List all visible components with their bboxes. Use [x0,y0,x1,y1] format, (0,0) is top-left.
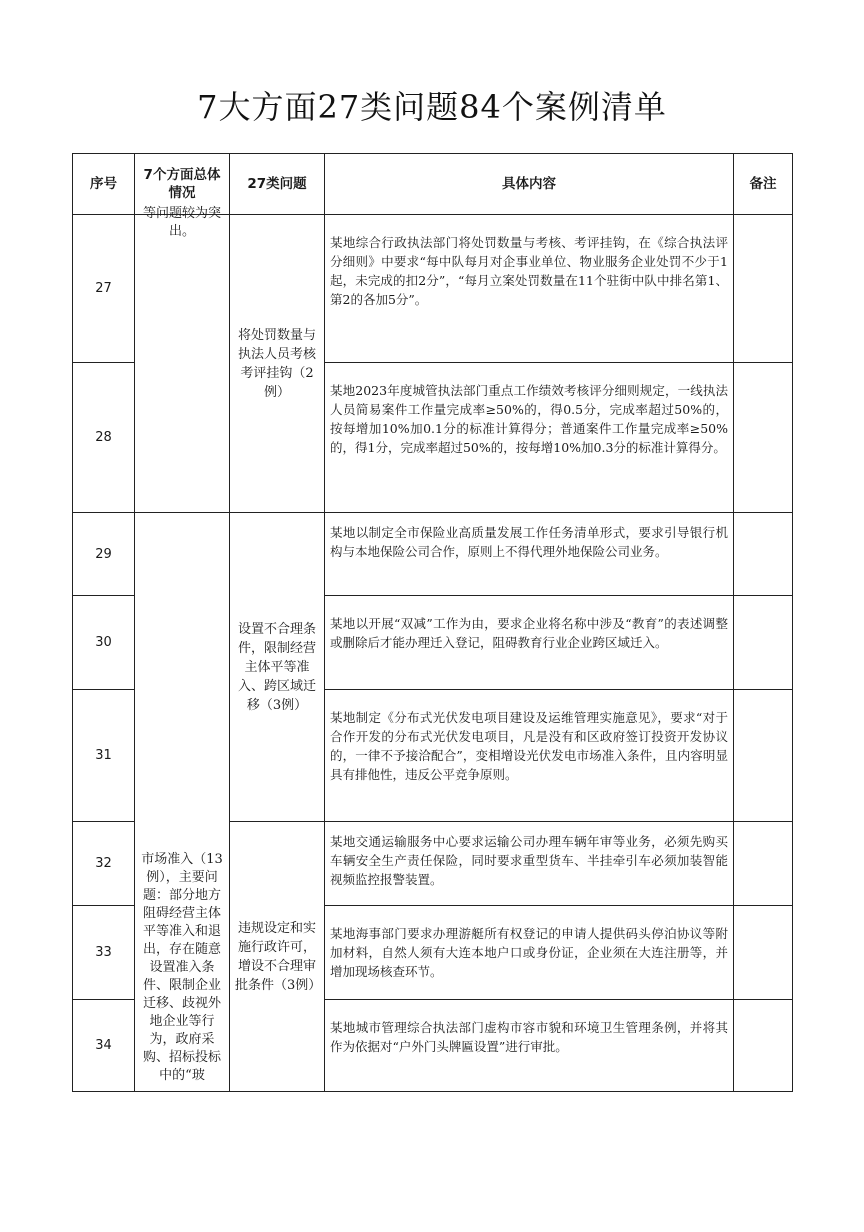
remark-cell [734,906,793,1000]
case-table [72,153,793,1092]
header-content: 具体内容 [325,154,734,215]
content-cell: 某地制定《分布式光伏发电项目建设及运维管理实施意见》，要求“对于合作开发的分布式光伏发电项目，凡是没有和区政府签订投资开发协议的，一律不予接洽配合”，变相增设光伏发电市场准入条件，且内容明显具有排他性，违反公平竞争原则。 [325,690,734,822]
content-cell: 某地城市管理综合执法部门虚构市容市貌和环境卫生管理条例，并将其作为依据对“户外门头牌匾设置”进行审批。 [325,1000,734,1092]
category-cell: 设置不合理条件，限制经营主体平等准入、跨区域迁移（3例） [230,513,325,822]
row-number: 32 [73,822,135,906]
row-number: 27 [73,215,135,363]
remark-cell [734,513,793,596]
content-cell: 某地综合行政执法部门将处罚数量与考核、考评挂钩，在《综合执法评分细则》中要求“每中队每月对企事业单位、物业服务企业处罚不少于1起，未完成的扣2分”，“每月立案处罚数量在11个驻街中队中排名第1、第2的各加5分”。 [325,215,734,363]
row-number: 30 [73,596,135,690]
row-number: 33 [73,906,135,1000]
aspect-cell-prev [135,206,230,513]
header-remark: 备注 [734,154,793,215]
content-cell: 某地以开展“双减”工作为由，要求企业将名称中涉及“教育”的表述调整或删除后才能办理迁入登记，阻碍教育行业企业跨区域迁入。 [325,596,734,690]
aspect-cell-market-access: 市场准入（13例），主要问题：部分地方阻碍经营主体平等准入和退出，存在随意设置准入条件、限制企业迁移、歧视外地企业等行为，政府采购、招标投标中的“玻 [135,513,230,1092]
remark-cell [734,1000,793,1092]
content-cell: 某地以制定全市保险业高质量发展工作任务清单形式，要求引导银行机构与本地保险公司合作，原则上不得代理外地保险公司业务。 [325,513,734,596]
table-row [73,215,793,363]
content-cell: 某地2023年度城管执法部门重点工作绩效考核评分细则规定，一线执法人员简易案件工作量完成率≥50%的，得0.5分，完成率超过50%的，按每增加10%加0.1分的标准计算得分；普通案件工作量完成率≥50%的，得1分，完成率超过50%的，按每增10%加0.3分的标准计算得分。 [325,363,734,513]
category-cell: 将处罚数量与执法人员考核考评挂钩（2例） [230,215,325,513]
aspect-text: 等问题较为突出。 [142,206,221,239]
table-row [73,513,793,596]
page-title: 7大方面27类问题84个案例清单 [197,88,667,126]
remark-cell [734,596,793,690]
header-aspect: 7个方面总体情况 [135,154,230,215]
category-cell: 违规设定和实施行政许可，增设不合理审批条件（3例） [230,822,325,1092]
row-number: 28 [73,363,135,513]
remark-cell [734,363,793,513]
row-number: 31 [73,690,135,822]
remark-cell [734,215,793,363]
header-category: 27类问题 [230,154,325,215]
remark-cell [734,822,793,906]
row-number: 34 [73,1000,135,1092]
remark-cell [734,690,793,822]
row-number: 29 [73,513,135,596]
content-cell: 某地交通运输服务中心要求运输公司办理车辆年审等业务，必须先购买车辆安全生产责任保险，同时要求重型货车、半挂牵引车必须加装智能视频监控报警装置。 [325,822,734,906]
content-cell: 某地海事部门要求办理游艇所有权登记的申请人提供码头停泊协议等附加材料，自然人须有大连本地户口或身份证，企业须在大连注册等，并增加现场核查环节。 [325,906,734,1000]
header-no: 序号 [73,154,135,215]
